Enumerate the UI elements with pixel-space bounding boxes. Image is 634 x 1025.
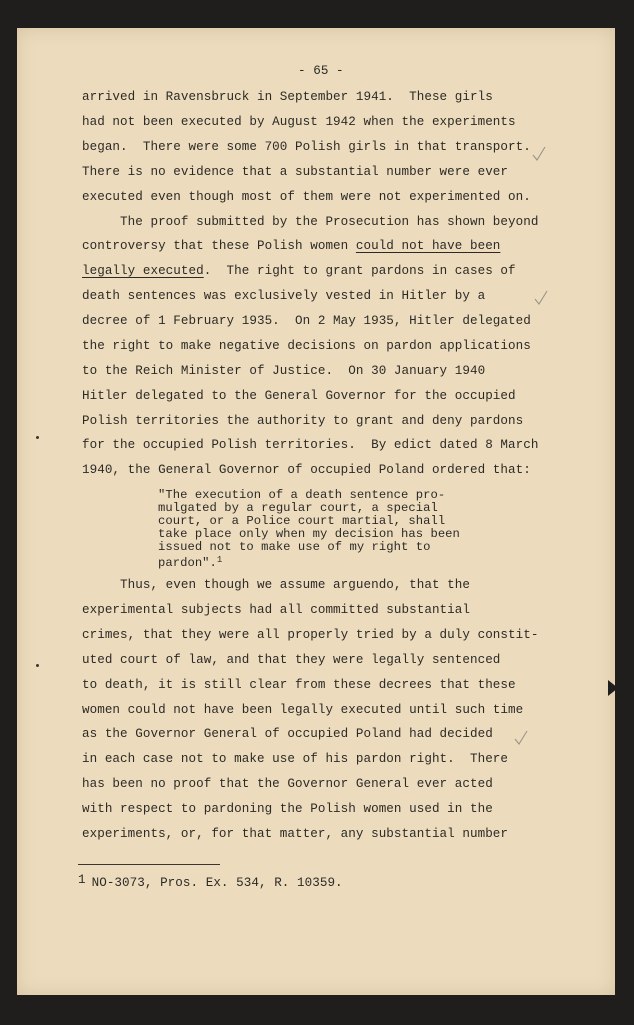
text-segment: . The right to grant pardons in cases of: [203, 264, 516, 278]
body-line: for the occupied Polish territories. By edict dated 8 March: [82, 438, 539, 453]
underlined-phrase: legally executed: [82, 264, 204, 278]
body-line: began. There were some 700 Polish girls in that transport.: [82, 139, 531, 154]
page-number: - 65 -: [298, 64, 344, 78]
body-line: Thus, even though we assume arguendo, that the: [82, 578, 470, 592]
quote-line: mulgated by a regular court, a special: [158, 501, 438, 515]
footnote: [78, 873, 343, 890]
footnote-text: NO-3073, Pros. Ex. 534, R. 10359.: [91, 876, 343, 890]
body-line: experiments, or, for that matter, any substantial number: [82, 827, 509, 841]
body-line: experimental subjects had all committed substantial: [82, 602, 470, 617]
body-line: 1940, the General Governor of occupied Poland ordered that:: [82, 463, 531, 478]
body-line-legally-executed: [82, 263, 516, 279]
check-mark-icon: [534, 290, 548, 306]
body-line: to death, it is still clear from these decrees that these: [82, 677, 516, 692]
body-line: uted court of law, and that they were legally sentenced: [82, 652, 501, 667]
footnote-divider: [78, 864, 220, 865]
body-line: There is no evidence that a substantial number were ever: [82, 164, 509, 179]
footnote-number: 1: [78, 873, 86, 887]
quote-line: "The execution of a death sentence pro-: [158, 488, 446, 502]
body-line: decree of 1 February 1935. On 2 May 1935, Hitler delegated: [82, 313, 531, 328]
body-line: to the Reich Minister of Justice. On 30 January 1940: [82, 363, 486, 378]
paper-speck: [36, 436, 39, 439]
body-line: Polish territories the authority to grant and deny pardons: [82, 413, 524, 428]
body-line: had not been executed by August 1942 when the experiments: [82, 114, 516, 129]
body-line: arrived in Ravensbruck in September 1941. These girls: [82, 90, 493, 104]
body-line: with respect to pardoning the Polish women used in the: [82, 802, 493, 817]
quote-line: take place only when my decision has been: [158, 527, 460, 541]
body-line-controversy: [82, 238, 500, 254]
body-line: has been no proof that the Governor General ever acted: [82, 777, 493, 792]
text-segment: pardon".: [158, 556, 217, 570]
body-line: the right to make negative decisions on pardon applications: [82, 338, 531, 353]
body-line: death sentences was exclusively vested in Hitler by a: [82, 289, 486, 303]
check-mark-icon: [532, 146, 546, 162]
body-line: as the Governor General of occupied Poland had decided: [82, 727, 493, 742]
check-mark-icon: [514, 730, 528, 746]
underlined-phrase: could not have been: [355, 239, 501, 253]
body-line: executed even though most of them were not experimented on.: [82, 189, 531, 204]
body-line: crimes, that they were all properly tried by a duly constit-: [82, 627, 539, 642]
text-segment: controversy that these Polish women: [82, 239, 356, 253]
body-line: women could not have been legally executed until such time: [82, 702, 524, 717]
quote-line: issued not to make use of my right to: [158, 540, 431, 554]
body-line: Hitler delegated to the General Governor for the occupied: [82, 388, 516, 403]
paper-speck: [36, 664, 39, 667]
body-line: in each case not to make use of his pardon right. There: [82, 752, 509, 767]
quote-line: court, or a Police court martial, shall: [158, 514, 446, 528]
body-line: The proof submitted by the Prosecution has shown beyond: [82, 214, 539, 229]
quote-line-last: [158, 554, 222, 570]
footnote-marker: 1: [216, 555, 223, 565]
page-edge-notch: [608, 680, 618, 696]
